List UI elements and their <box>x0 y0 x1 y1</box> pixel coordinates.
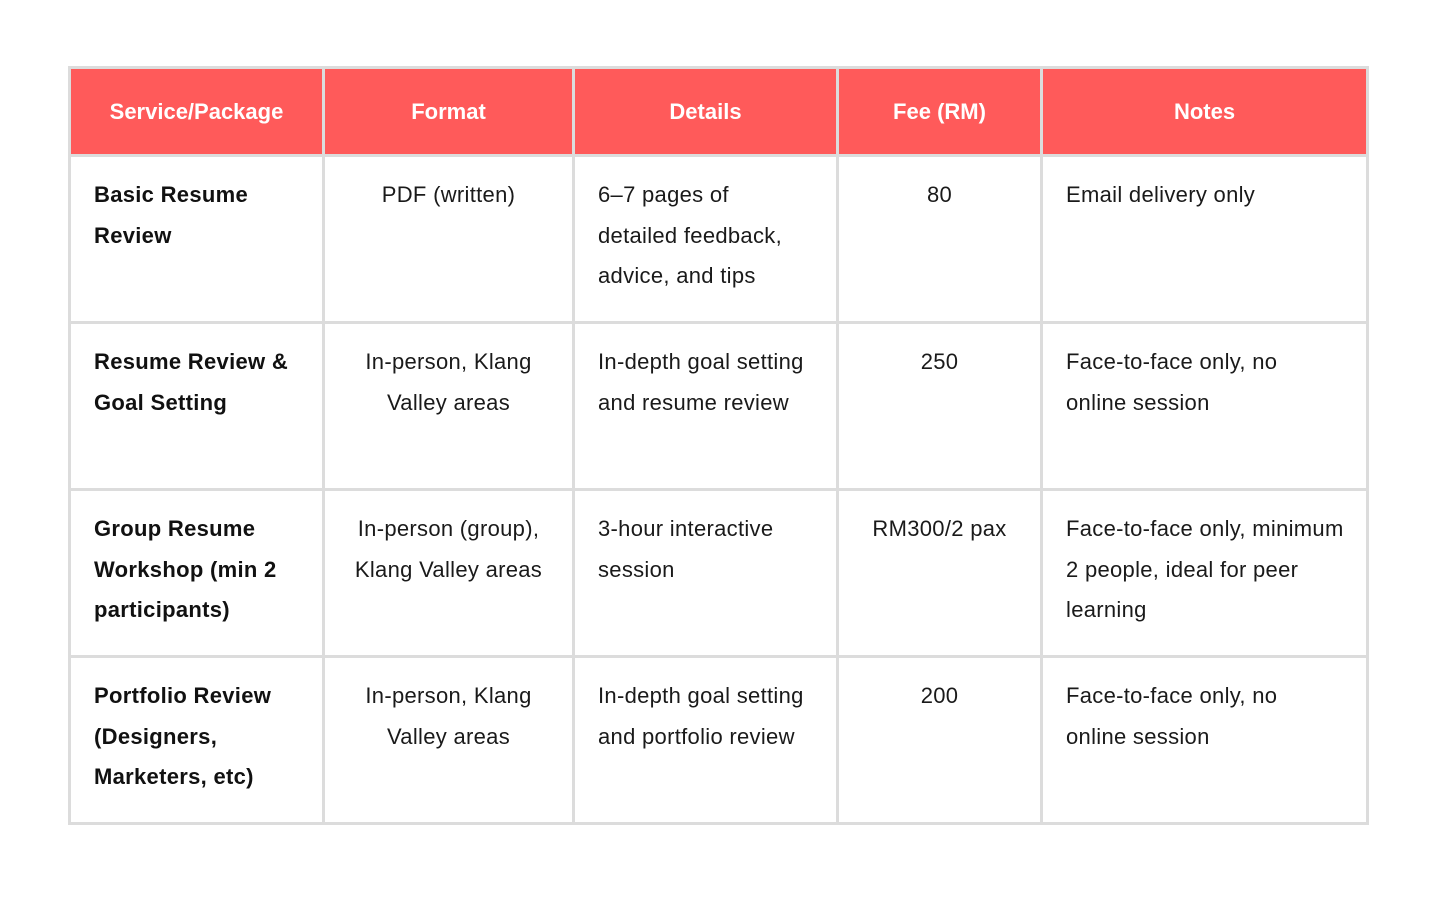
table-body <box>70 156 1368 824</box>
pricing-table <box>68 66 1369 825</box>
service-cell: Basic Resume Review <box>70 156 324 323</box>
format-cell: In-person (group), Klang Valley areas <box>324 490 574 657</box>
table-row <box>70 323 1368 490</box>
fee-cell: 200 <box>838 657 1042 824</box>
details-cell: In-depth goal setting and portfolio review <box>574 657 838 824</box>
fee-cell: 80 <box>838 156 1042 323</box>
fee-cell: RM300/2 pax <box>838 490 1042 657</box>
notes-cell: Face-to-face only, no online session <box>1042 657 1368 824</box>
format-cell: In-person, Klang Valley areas <box>324 323 574 490</box>
notes-cell: Face-to-face only, minimum 2 people, ideal for peer learning <box>1042 490 1368 657</box>
format-cell: PDF (written) <box>324 156 574 323</box>
table-row <box>70 156 1368 323</box>
header-format: Format <box>324 68 574 156</box>
header-service: Service/Package <box>70 68 324 156</box>
fee-cell: 250 <box>838 323 1042 490</box>
pricing-table-container <box>68 66 1369 825</box>
header-fee: Fee (RM) <box>838 68 1042 156</box>
notes-cell: Face-to-face only, no online session <box>1042 323 1368 490</box>
notes-cell: Email delivery only <box>1042 156 1368 323</box>
details-cell: In-depth goal setting and resume review <box>574 323 838 490</box>
header-notes: Notes <box>1042 68 1368 156</box>
table-header <box>70 68 1368 156</box>
service-cell: Group Resume Workshop (min 2 participants) <box>70 490 324 657</box>
table-row <box>70 657 1368 824</box>
service-cell: Portfolio Review (Designers, Marketers, etc) <box>70 657 324 824</box>
details-cell: 6–7 pages of detailed feedback, advice, and tips <box>574 156 838 323</box>
header-row <box>70 68 1368 156</box>
service-cell: Resume Review & Goal Setting <box>70 323 324 490</box>
details-cell: 3-hour interactive session <box>574 490 838 657</box>
format-cell: In-person, Klang Valley areas <box>324 657 574 824</box>
table-row <box>70 490 1368 657</box>
header-details: Details <box>574 68 838 156</box>
